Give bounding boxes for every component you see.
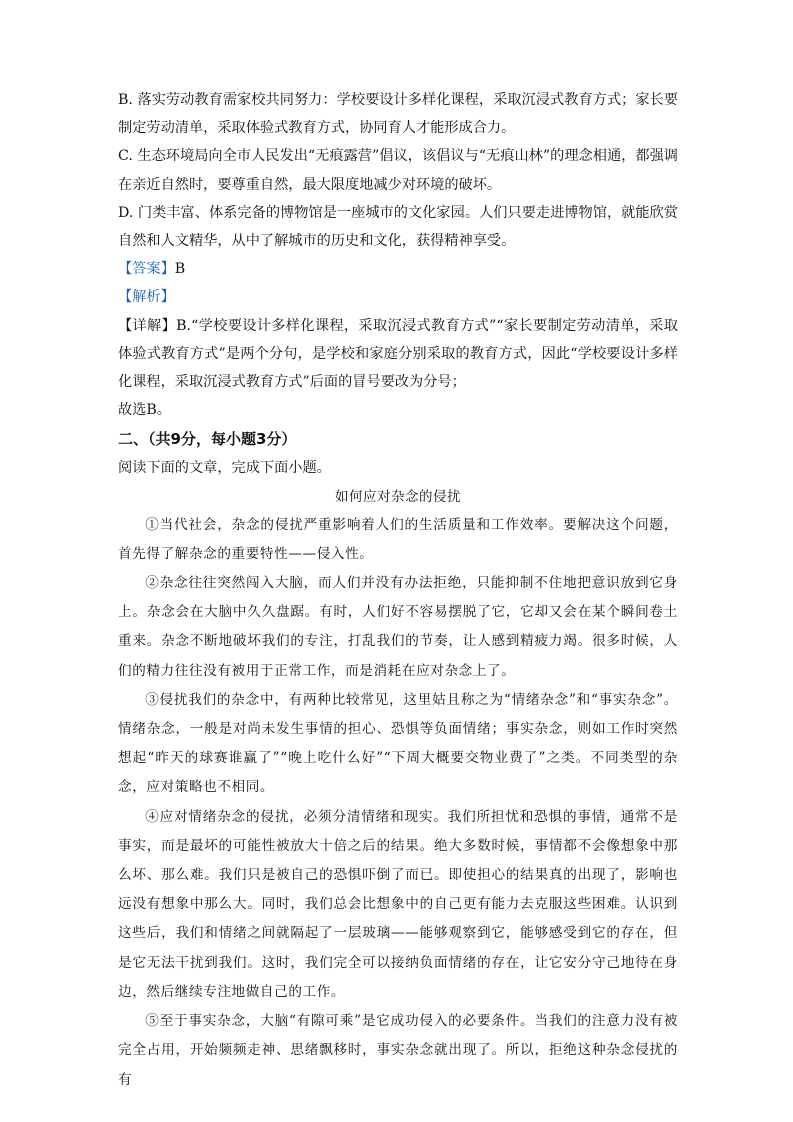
option-b: B. 落实劳动教育需家校共同努力：学校要设计多样化课程，采取沉浸式教育方式；家长要制定劳动清单，采取体验式教育方式，协同育人才能形成合力。 xyxy=(118,92,678,137)
document-page xyxy=(118,86,678,1095)
analysis-line xyxy=(118,283,678,311)
detail-text: B.“学校要设计多样化课程，采取沉浸式教育方式”“家长要制定劳动清单，采取体验式教育方式”是两个分句，是学校和家庭分别采取的教育方式，因此“学校要设计多样化课程，采取沉浸式教育方式”后面的冒号要改为分号； xyxy=(118,317,678,391)
option-d: D. 门类丰富、体系完备的博物馆是一座城市的文化家园。人们只要走进博物馆，就能欣赏自然和人文精华，从中了解城市的历史和文化，获得精神享受。 xyxy=(118,204,678,250)
article-title: 如何应对杂念的侵扰 xyxy=(335,488,461,505)
section-heading: 二、（共9分，每小题3分） xyxy=(118,430,297,449)
option-c: C. 生态环境局向全市人民发出“无痕露营”倡议，该倡议与“无痕山林”的理念相通，都强调在亲近自然时，要尊重自然，最大限度地减少对环境的破坏。 xyxy=(118,148,678,193)
article-paragraph-4: ④应对情绪杂念的侵扰，必须分清情绪和现实。我们所担忧和恐惧的事情，通常不是事实，而是最坏的可能性被放大十倍之后的结果。绝大多数时候，事情都不会像想象中那么坏、那么难。我们只是被自己的恐惧吓倒了而已。即使担心的结果真的出现了，影响也远没有想象中那么大。同时，我们总会比想象中的自己更有能力去克服这些困难。认识到这些后，我们和情绪之间就隔起了一层玻璃——能够观察到它，能够感受到它的存在，但是它无法干扰到我们。这时，我们完全可以接纳负面情绪的存在，让它安分守己地待在身边，然后继续专注地做自己的工作。 xyxy=(118,808,678,1000)
detail-conclusion: 故选B。 xyxy=(118,402,171,419)
answer-value: B xyxy=(174,261,186,278)
analysis-tag: 【解析】 xyxy=(118,289,175,306)
article-paragraph-1: ①当代社会，杂念的侵扰严重影响着人们的生活质量和工作效率。要解决这个问题，首先得了解杂念的重要特性——侵入性。 xyxy=(118,516,678,562)
answer-tag: 【答案】 xyxy=(118,261,175,278)
article-paragraph-2: ②杂念往往突然闯入大脑，而人们并没有办法拒绝，只能抑制不住地把意识放到它身上。杂念会在大脑中久久盘踞。有时，人们好不容易摆脱了它，它却又会在某个瞬间卷土重来。杂念不断地破坏我们的专注，打乱我们的节奏，让人感到精疲力竭。很多时候，人们的精力往往没有被用于正常工作，而是消耗在应对杂念上了。 xyxy=(118,575,678,679)
detail-line xyxy=(118,312,678,397)
section-instruction: 阅读下面的文章，完成下面小题。 xyxy=(118,460,331,477)
article-paragraph-5: ⑤至于事实杂念，大脑“有隙可乘”是它成功侵入的必要条件。当我们的注意力没有被完全占用，开始频频走神、思绪飘移时，事实杂念就出现了。所以，拒绝这种杂念侵扰的有 xyxy=(118,1013,678,1088)
answer-line xyxy=(118,255,678,283)
article-paragraph-3: ③侵扰我们的杂念中，有两种比较常见，这里姑且称之为“情绪杂念”和“事实杂念”。情绪杂念，一般是对尚未发生事情的担心、恐惧等负面情绪；事实杂念，则如工作时突然想起“昨天的球赛谁赢了”“晚上吃什么好”“下周大概要交物业费了”之类。不同类型的杂念，应对策略也不相同。 xyxy=(118,691,678,796)
detail-tag: 【详解】 xyxy=(118,317,177,334)
